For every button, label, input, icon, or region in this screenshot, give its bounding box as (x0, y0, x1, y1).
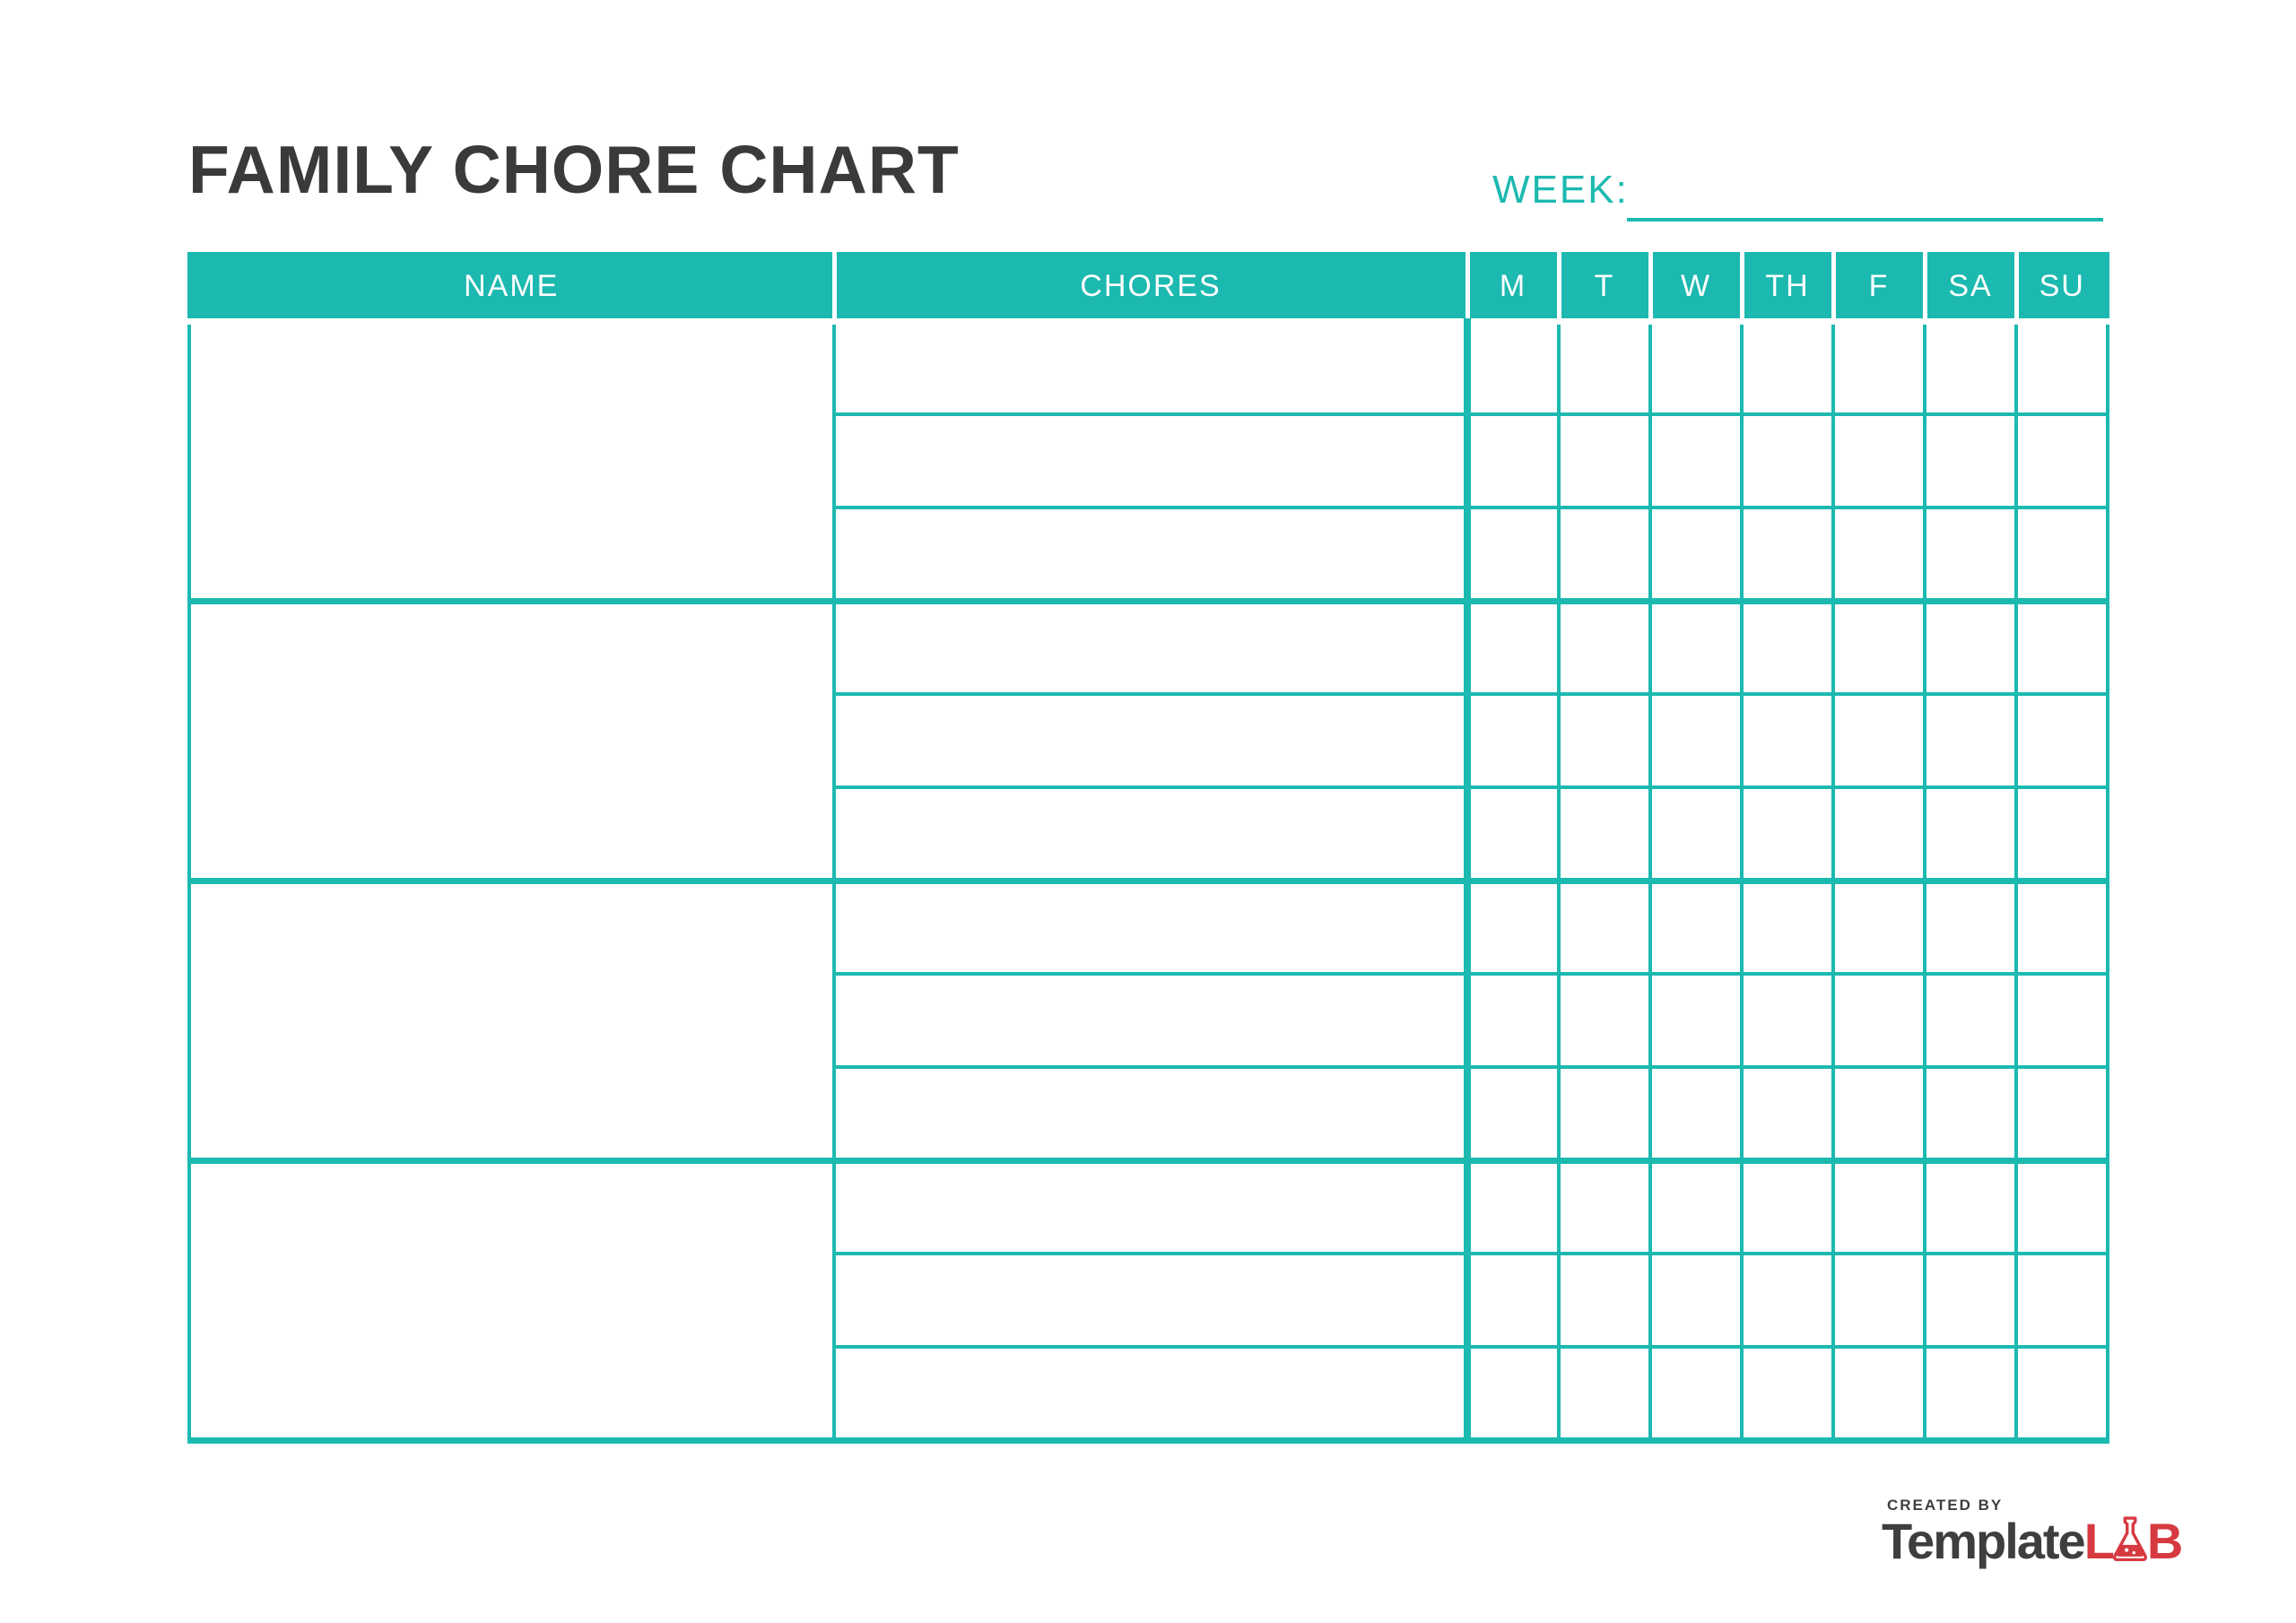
chore-row (189, 1160, 2108, 1254)
check-cell-t[interactable] (1559, 787, 1650, 881)
check-cell-su[interactable] (2016, 414, 2108, 508)
check-cell-su[interactable] (2016, 1160, 2108, 1254)
day-column-header-f: F (1833, 254, 1925, 321)
chore-table-body (189, 321, 2108, 1440)
check-cell-su[interactable] (2016, 601, 2108, 694)
chore-cell[interactable] (834, 321, 1467, 414)
check-cell-su[interactable] (2016, 1347, 2108, 1440)
check-cell-f[interactable] (1833, 1347, 1925, 1440)
day-column-header-w: W (1650, 254, 1742, 321)
chore-cell[interactable] (834, 1347, 1467, 1440)
check-cell-f[interactable] (1833, 694, 1925, 787)
check-cell-w[interactable] (1650, 321, 1742, 414)
chore-row (189, 321, 2108, 414)
chore-cell[interactable] (834, 974, 1467, 1067)
check-cell-t[interactable] (1559, 321, 1650, 414)
check-cell-w[interactable] (1650, 974, 1742, 1067)
check-cell-sa[interactable] (1925, 1067, 2016, 1160)
check-cell-w[interactable] (1650, 1347, 1742, 1440)
header-row (189, 254, 2108, 321)
chores-column-header: CHORES (834, 254, 1467, 321)
chore-cell[interactable] (834, 694, 1467, 787)
check-cell-m[interactable] (1467, 694, 1559, 787)
check-cell-m[interactable] (1467, 321, 1559, 414)
check-cell-f[interactable] (1833, 1067, 1925, 1160)
chore-cell[interactable] (834, 787, 1467, 881)
day-column-header-m: M (1467, 254, 1559, 321)
check-cell-th[interactable] (1742, 508, 1833, 601)
check-cell-t[interactable] (1559, 601, 1650, 694)
week-value-field[interactable] (1636, 176, 2098, 217)
check-cell-t[interactable] (1559, 414, 1650, 508)
check-cell-sa[interactable] (1925, 414, 2016, 508)
check-cell-f[interactable] (1833, 508, 1925, 601)
member-name-cell[interactable] (189, 1160, 834, 1440)
check-cell-su[interactable] (2016, 321, 2108, 414)
check-cell-t[interactable] (1559, 1067, 1650, 1160)
check-cell-sa[interactable] (1925, 881, 2016, 974)
check-cell-m[interactable] (1467, 1254, 1559, 1347)
brand-logo (1882, 1513, 2182, 1569)
check-cell-sa[interactable] (1925, 321, 2016, 414)
member-name-cell[interactable] (189, 321, 834, 601)
check-cell-th[interactable] (1742, 881, 1833, 974)
check-cell-th[interactable] (1742, 414, 1833, 508)
flask-icon (2111, 1516, 2149, 1561)
chore-cell[interactable] (834, 1067, 1467, 1160)
check-cell-su[interactable] (2016, 1254, 2108, 1347)
check-cell-m[interactable] (1467, 881, 1559, 974)
check-cell-w[interactable] (1650, 1160, 1742, 1254)
check-cell-su[interactable] (2016, 1067, 2108, 1160)
day-column-header-t: T (1559, 254, 1650, 321)
check-cell-f[interactable] (1833, 974, 1925, 1067)
check-cell-w[interactable] (1650, 694, 1742, 787)
check-cell-th[interactable] (1742, 601, 1833, 694)
chore-cell[interactable] (834, 1160, 1467, 1254)
check-cell-m[interactable] (1467, 414, 1559, 508)
check-cell-t[interactable] (1559, 508, 1650, 601)
check-cell-t[interactable] (1559, 1160, 1650, 1254)
check-cell-su[interactable] (2016, 694, 2108, 787)
check-cell-t[interactable] (1559, 1347, 1650, 1440)
check-cell-sa[interactable] (1925, 1254, 2016, 1347)
check-cell-m[interactable] (1467, 1160, 1559, 1254)
check-cell-su[interactable] (2016, 881, 2108, 974)
created-by-label: CREATED BY (1887, 1497, 2004, 1514)
day-column-header-th: TH (1742, 254, 1833, 321)
check-cell-w[interactable] (1650, 1254, 1742, 1347)
footer-credit (1882, 1497, 2181, 1567)
check-cell-f[interactable] (1833, 787, 1925, 881)
check-cell-sa[interactable] (1925, 1160, 2016, 1254)
check-cell-th[interactable] (1742, 321, 1833, 414)
check-cell-m[interactable] (1467, 1067, 1559, 1160)
check-cell-t[interactable] (1559, 694, 1650, 787)
check-cell-th[interactable] (1742, 787, 1833, 881)
check-cell-th[interactable] (1742, 694, 1833, 787)
check-cell-f[interactable] (1833, 881, 1925, 974)
brand-lab: L B (2083, 1513, 2182, 1569)
chore-cell[interactable] (834, 1254, 1467, 1347)
check-cell-t[interactable] (1559, 1254, 1650, 1347)
page-title: FAMILY CHORE CHART (188, 132, 960, 207)
check-cell-th[interactable] (1742, 1160, 1833, 1254)
chore-cell[interactable] (834, 881, 1467, 974)
check-cell-sa[interactable] (1925, 1347, 2016, 1440)
check-cell-th[interactable] (1742, 1254, 1833, 1347)
check-cell-w[interactable] (1650, 601, 1742, 694)
chore-row (189, 881, 2108, 974)
check-cell-f[interactable] (1833, 1160, 1925, 1254)
check-cell-su[interactable] (2016, 508, 2108, 601)
check-cell-w[interactable] (1650, 414, 1742, 508)
week-underline[interactable] (1627, 218, 2103, 221)
chore-table (187, 252, 2109, 1444)
check-cell-sa[interactable] (1925, 601, 2016, 694)
chore-cell[interactable] (834, 414, 1467, 508)
check-cell-t[interactable] (1559, 881, 1650, 974)
day-column-header-su: SU (2016, 254, 2108, 321)
check-cell-m[interactable] (1467, 974, 1559, 1067)
check-cell-w[interactable] (1650, 508, 1742, 601)
check-cell-su[interactable] (2016, 787, 2108, 881)
check-cell-f[interactable] (1833, 1254, 1925, 1347)
chore-cell[interactable] (834, 508, 1467, 601)
check-cell-m[interactable] (1467, 787, 1559, 881)
chore-cell[interactable] (834, 601, 1467, 694)
check-cell-m[interactable] (1467, 1347, 1559, 1440)
check-cell-m[interactable] (1467, 601, 1559, 694)
brand-template-text: Template (1882, 1513, 2084, 1569)
check-cell-w[interactable] (1650, 787, 1742, 881)
check-cell-sa[interactable] (1925, 974, 2016, 1067)
check-cell-th[interactable] (1742, 1067, 1833, 1160)
name-column-header: NAME (189, 254, 834, 321)
check-cell-w[interactable] (1650, 1067, 1742, 1160)
check-cell-m[interactable] (1467, 508, 1559, 601)
check-cell-f[interactable] (1833, 601, 1925, 694)
check-cell-th[interactable] (1742, 1347, 1833, 1440)
week-label: WEEK: (1492, 168, 1629, 212)
check-cell-w[interactable] (1650, 881, 1742, 974)
check-cell-f[interactable] (1833, 414, 1925, 508)
member-name-cell[interactable] (189, 601, 834, 881)
check-cell-sa[interactable] (1925, 508, 2016, 601)
day-column-header-sa: SA (1925, 254, 2016, 321)
check-cell-t[interactable] (1559, 974, 1650, 1067)
check-cell-su[interactable] (2016, 974, 2108, 1067)
check-cell-sa[interactable] (1925, 694, 2016, 787)
member-name-cell[interactable] (189, 881, 834, 1160)
check-cell-f[interactable] (1833, 321, 1925, 414)
chore-row (189, 601, 2108, 694)
check-cell-sa[interactable] (1925, 787, 2016, 881)
check-cell-th[interactable] (1742, 974, 1833, 1067)
